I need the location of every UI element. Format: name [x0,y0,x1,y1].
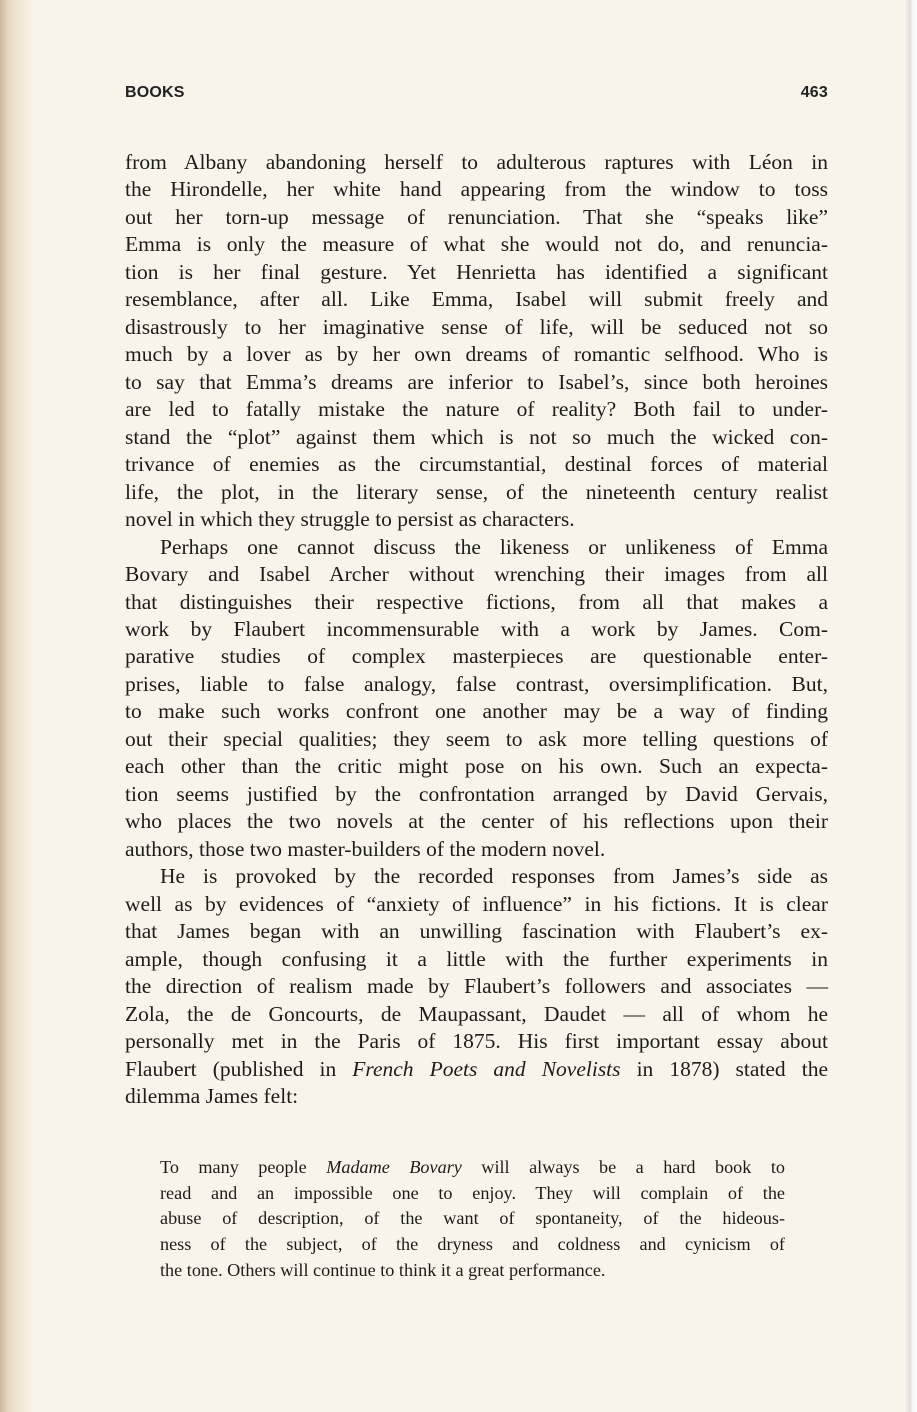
text-segment: life, the plot, in the literary sense, of the nineteenth century realist [125,479,828,504]
text-line [125,891,828,918]
text-segment: Emma is only the measure of what she would not do, and renuncia- [125,232,828,257]
text-segment: novel in which they struggle to persist as characters. [125,507,575,532]
text-line [125,561,828,588]
text-segment: read and an impossible one to enjoy. They will complain of the [160,1182,785,1203]
text-line [125,589,828,616]
text-line [125,1001,828,1028]
text-line [125,204,828,231]
text-segment: in 1878) stated the [620,1056,828,1081]
text-line [125,506,828,533]
text-segment: resemblance, after all. Like Emma, Isabel will submit freely and [125,287,828,312]
text-segment: parative studies of complex masterpieces are questionable enter- [125,644,828,669]
text-segment: well as by evidences of “anxiety of influence” in his fictions. It is clear [125,891,828,916]
text-line [125,918,828,945]
text-segment: To many people [160,1157,327,1177]
text-segment: Flaubert (published in [125,1056,353,1081]
text-segment: the direction of realism made by Flaubert’s followers and associates — [125,974,828,999]
running-head: BOOKS [125,84,185,101]
page-edge [905,0,917,1412]
text-line [125,1028,828,1055]
quote-line [160,1181,785,1207]
text-segment: authors, those two master-builders of the modern novel. [125,836,606,861]
quote-line [160,1155,785,1181]
italic-title: French Poets and Novelists [352,1056,621,1081]
text-segment: work by Flaubert incommensurable with a work by James. Com- [125,616,828,641]
text-line [125,341,828,368]
text-segment: will always be a hard book to [461,1157,785,1177]
text-line [125,973,828,1000]
text-segment: who places the two novels at the center of his reflections upon their [125,809,828,834]
text-segment: personally met in the Paris of 1875. His first important essay about [125,1029,828,1054]
text-line [125,836,828,863]
text-segment: Bovary and Isabel Archer without wrenching their images from all [125,562,828,587]
text-line [125,286,828,313]
text-segment: much by a lover as by her own dreams of romantic selfhood. Who is [125,342,828,367]
text-segment: tion is her final gesture. Yet Henrietta has identified a significant [125,259,828,284]
text-segment: to make such works confront one another may be a way of finding [125,699,828,724]
quote-line [160,1258,785,1284]
text-segment: the Hirondelle, her white hand appearing from the window to toss [125,177,828,202]
text-line [125,698,828,725]
text-line [125,643,828,670]
text-segment: out their special qualities; they seem to ask more telling questions of [125,726,828,751]
text-line [125,149,828,176]
text-line [125,396,828,423]
text-line [125,259,828,286]
text-segment: tion seems justified by the confrontation arranged by David Gervais, [125,781,828,806]
text-line [125,1083,828,1110]
text-line [125,534,828,561]
text-line [125,726,828,753]
text-line [125,231,828,258]
text-segment: out her torn-up message of renunciation. That she “speaks like” [125,204,828,229]
text-segment: ample, though confusing it a little with the further experiments in [125,946,828,971]
text-line [125,424,828,451]
text-line [125,1056,828,1083]
quote-line [160,1232,785,1258]
text-segment: that James began with an unwilling fascination with Flaubert’s ex- [125,919,828,944]
text-line [125,451,828,478]
text-line [125,369,828,396]
text-segment: He is provoked by the recorded responses from James’s side as [160,864,828,889]
quote-line [160,1206,785,1232]
text-line [125,314,828,341]
text-segment: that distinguishes their respective fictions, from all that makes a [125,589,828,614]
text-line [125,753,828,780]
text-segment: prises, liable to false analogy, false contrast, oversimplification. But, [125,671,828,696]
page-number: 463 [800,84,828,101]
text-line [125,808,828,835]
text-line [125,671,828,698]
italic-title: Madame Bovary [326,1157,462,1177]
text-segment: from Albany abandoning herself to adulterous raptures with Léon in [125,150,828,174]
text-line [125,616,828,643]
text-segment: dilemma James felt: [125,1083,299,1108]
text-line [125,479,828,506]
text-segment: disastrously to her imaginative sense of life, will be seduced not so [125,314,828,339]
text-segment: ness of the subject, of the dryness and coldness and cynicism of [160,1234,785,1255]
text-segment: Perhaps one cannot discuss the likeness or unlikeness of Emma [160,534,828,559]
text-segment: each other than the critic might pose on his own. Such an expecta- [125,754,828,779]
text-line [125,946,828,973]
text-segment: abuse of description, of the want of spontaneity, of the hideous- [160,1208,785,1229]
text-segment: trivance of enemies as the circumstantial, destinal forces of material [125,452,828,477]
book-binding-gutter [0,0,34,1412]
text-line [125,863,828,890]
text-segment: to say that Emma’s dreams are inferior to Isabel’s, since both heroines [125,369,828,394]
text-segment: Zola, the de Goncourts, de Maupassant, Daudet — all of whom he [125,1001,828,1026]
text-line [125,781,828,808]
text-segment: are led to fatally mistake the nature of reality? Both fail to under- [125,397,828,422]
text-line [125,176,828,203]
text-segment: stand the “plot” against them which is not so much the wicked con- [125,424,828,449]
text-segment: the tone. Others will continue to think it a great performance. [160,1259,606,1280]
